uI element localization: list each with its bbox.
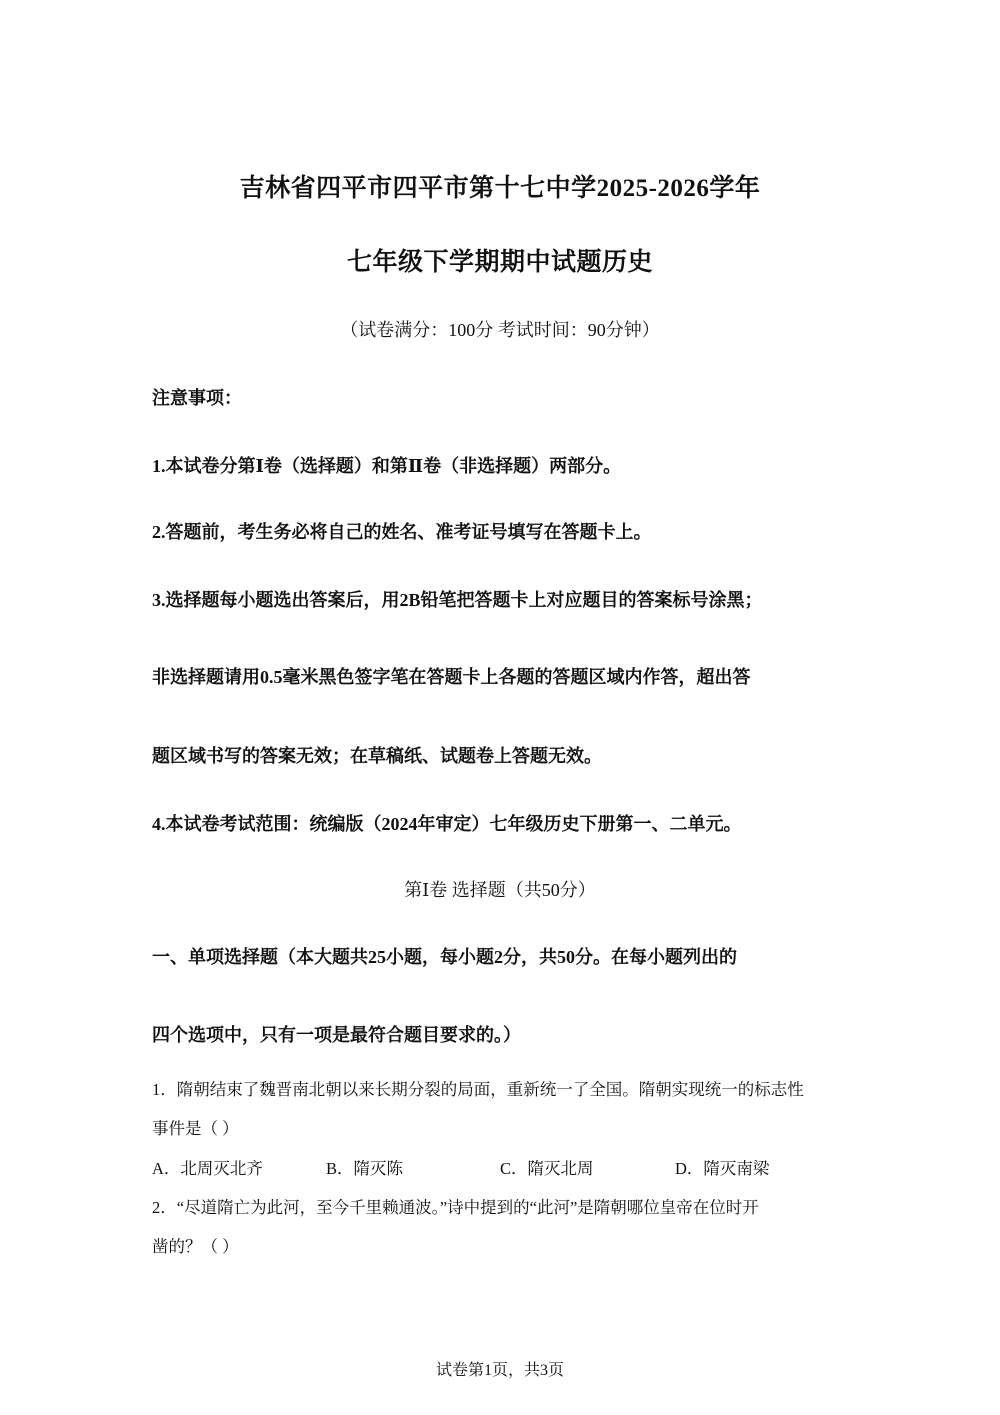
notice-item-2: 2.答题前，考生务必将自己的姓名、准考证号填写在答题卡上。 (152, 522, 652, 542)
notice-item-3-line3: 题区域书写的答案无效；在草稿纸、试题卷上答题无效。 (152, 746, 602, 766)
question-1-option-d: D．隋灭南梁 (675, 1159, 770, 1178)
question-1-option-c: C．隋灭北周 (500, 1159, 594, 1178)
question-2-text: 2．“尽道隋亡为此河，至今千里赖通波。”诗中提到的“此河”是隋朝哪位皇帝在位时开 (152, 1198, 759, 1217)
exam-title-line1: 吉林省四平市四平市第十七中学2025-2026学年 (239, 175, 761, 202)
notice-item-3-line2: 非选择题请用0.5毫米黑色签字笔在答题卡上各题的答题区域内作答，超出答 (152, 667, 751, 687)
notice-item-1: 1.本试卷分第Ⅰ卷（选择题）和第Ⅱ卷（非选择题）两部分。 (152, 456, 622, 476)
notice-item-4: 4.本试卷考试范围：统编版（2024年审定）七年级历史下册第一、二单元。 (152, 814, 742, 834)
part1-instructions-line1: 一、单项选择题（本大题共25小题，每小题2分，共50分。在每小题列出的 (152, 947, 737, 967)
question-1-option-a: A．北周灭北齐 (152, 1159, 263, 1178)
question-1-text: 1．隋朝结束了魏晋南北朝以来长期分裂的局面，重新统一了全国。隋朝实现统一的标志性 (152, 1080, 804, 1099)
question-1-option-b: B．隋灭陈 (326, 1159, 404, 1178)
notice-item-3-line1: 3.选择题每小题选出答案后，用2B铅笔把答题卡上对应题目的答案标号涂黑； (152, 590, 763, 610)
exam-info: （试卷满分：100分 考试时间：90分钟） (340, 320, 660, 340)
exam-title-line2: 七年级下学期期中试题历史 (346, 249, 653, 276)
question-1-text-cont: 事件是（ ） (152, 1119, 239, 1138)
notice-heading: 注意事项： (152, 388, 242, 408)
section-title: 第Ⅰ卷 选择题（共50分） (404, 880, 596, 900)
question-2-text-cont: 凿的？（ ） (152, 1237, 239, 1256)
page-footer: 试卷第1页，共3页 (435, 1362, 564, 1379)
part1-instructions-line2: 四个选项中，只有一项是最符合题目要求的。） (152, 1025, 521, 1045)
